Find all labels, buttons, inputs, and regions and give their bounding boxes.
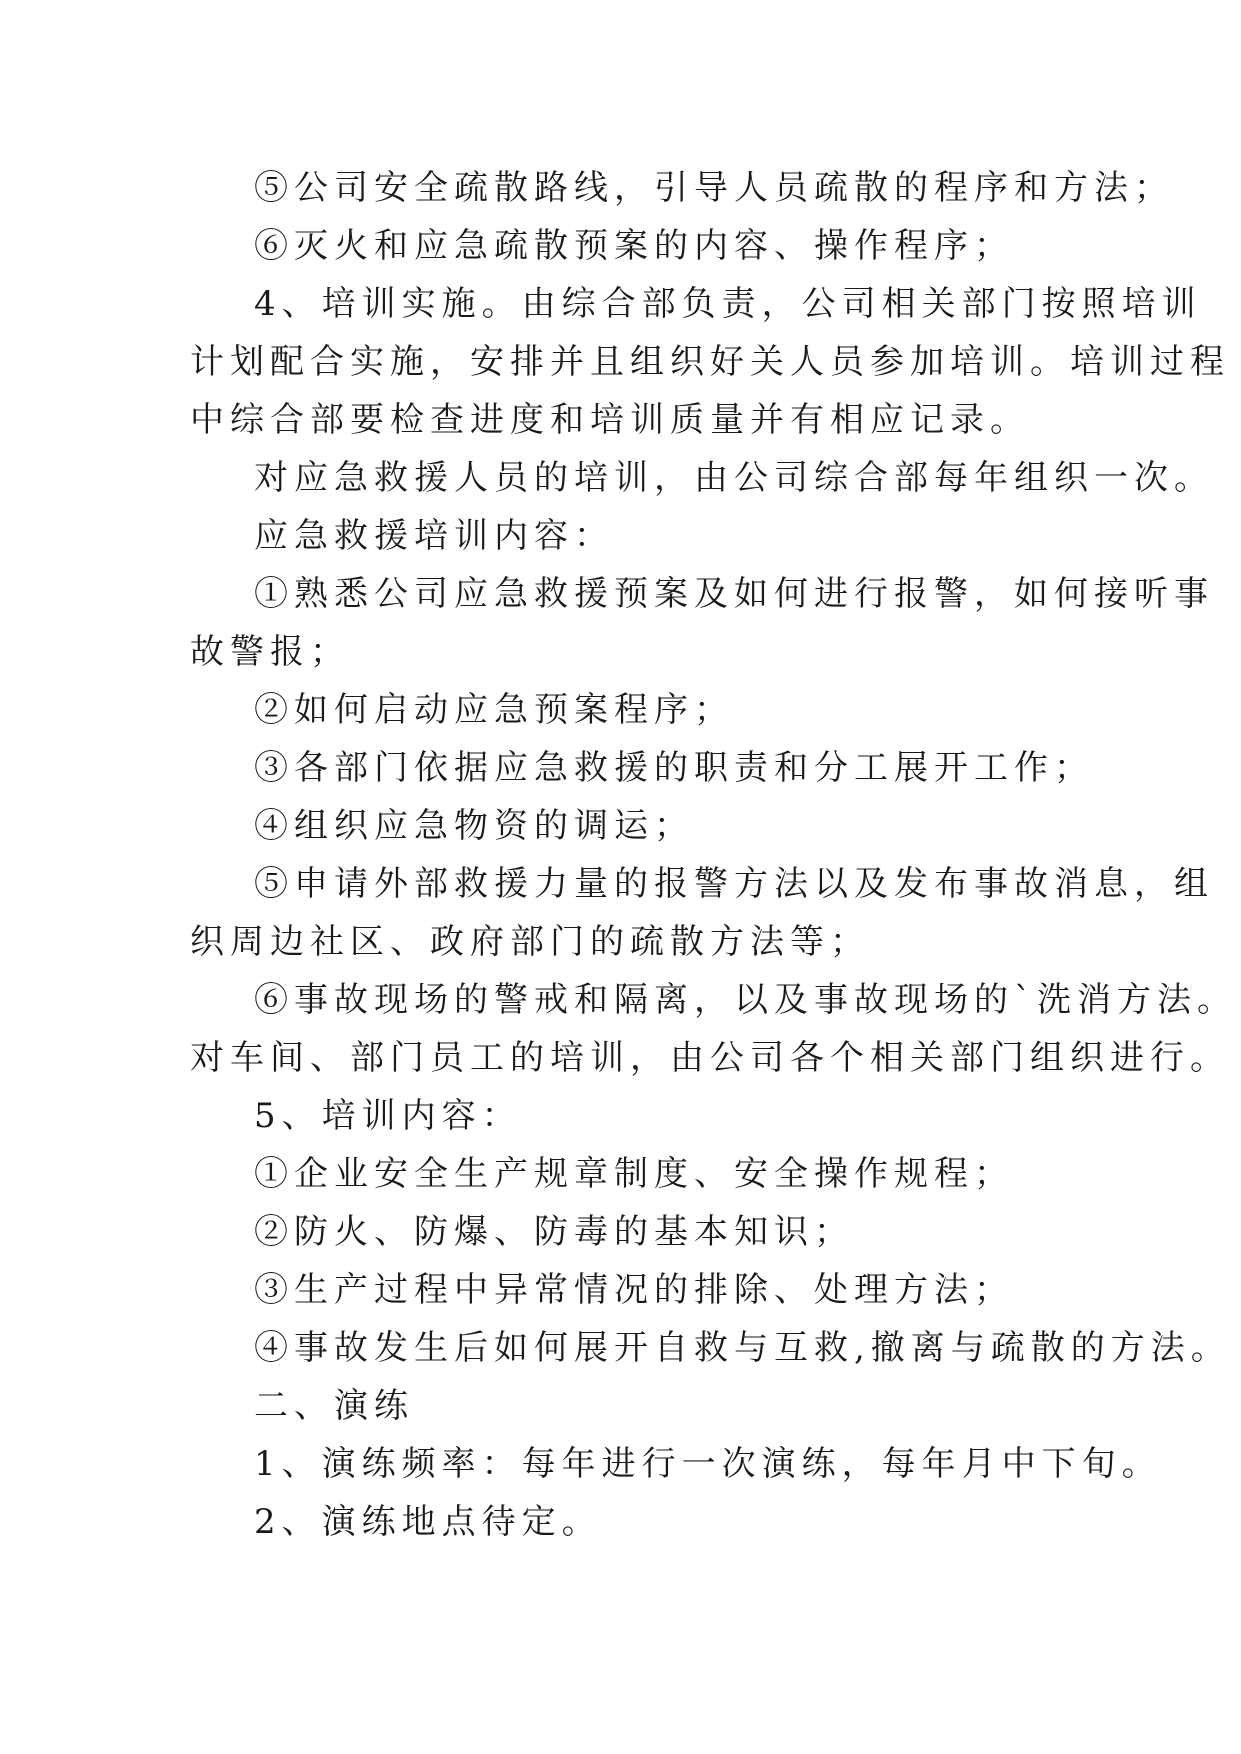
text-line: 应急救援培训内容： [254, 516, 614, 556]
text-line: ②防火、防爆、防毒的基本知识； [254, 1212, 854, 1252]
text-line: 4、培训实施。由综合部负责，公司相关部门按照培训 [254, 284, 1202, 324]
text-line: 计划配合实施，安排并且组织好关人员参加培训。培训过程 [190, 342, 1230, 382]
text-line: 二、演练 [254, 1386, 414, 1426]
text-line: ④组织应急物资的调运； [254, 806, 694, 846]
text-line: 2、演练地点待定。 [254, 1502, 602, 1542]
text-line: 对车间、部门员工的培训，由公司各个相关部门组织进行。 [190, 1038, 1230, 1078]
text-line: ④事故发生后如何展开自救与互救,撤离与疏散的方法。 [254, 1328, 1231, 1368]
text-line: 1、演练频率：每年进行一次演练，每年月中下旬。 [254, 1444, 1162, 1484]
text-line: 对应急救援人员的培训，由公司综合部每年组织一次。 [254, 458, 1214, 498]
text-line: ⑤申请外部救援力量的报警方法以及发布事故消息，组 [254, 864, 1214, 904]
text-line: 5、培训内容： [254, 1096, 522, 1136]
text-line: ①企业安全生产规章制度、安全操作规程； [254, 1154, 1014, 1194]
text-line: ⑤公司安全疏散路线，引导人员疏散的程序和方法； [254, 168, 1174, 208]
text-line: ⑥事故现场的警戒和隔离，以及事故现场的`洗消方法。 [254, 980, 1237, 1020]
text-line: 故警报； [190, 632, 350, 672]
text-line: 中综合部要检查进度和培训质量并有相应记录。 [190, 400, 1030, 440]
text-line: ⑥灭火和应急疏散预案的内容、操作程序； [254, 226, 1014, 266]
text-line: 织周边社区、政府部门的疏散方法等； [190, 922, 870, 962]
text-line: ②如何启动应急预案程序； [254, 690, 734, 730]
text-line: ③生产过程中异常情况的排除、处理方法； [254, 1270, 1014, 1310]
text-line: ③各部门依据应急救援的职责和分工展开工作； [254, 748, 1094, 788]
text-line: ①熟悉公司应急救援预案及如何进行报警，如何接听事 [254, 574, 1214, 614]
